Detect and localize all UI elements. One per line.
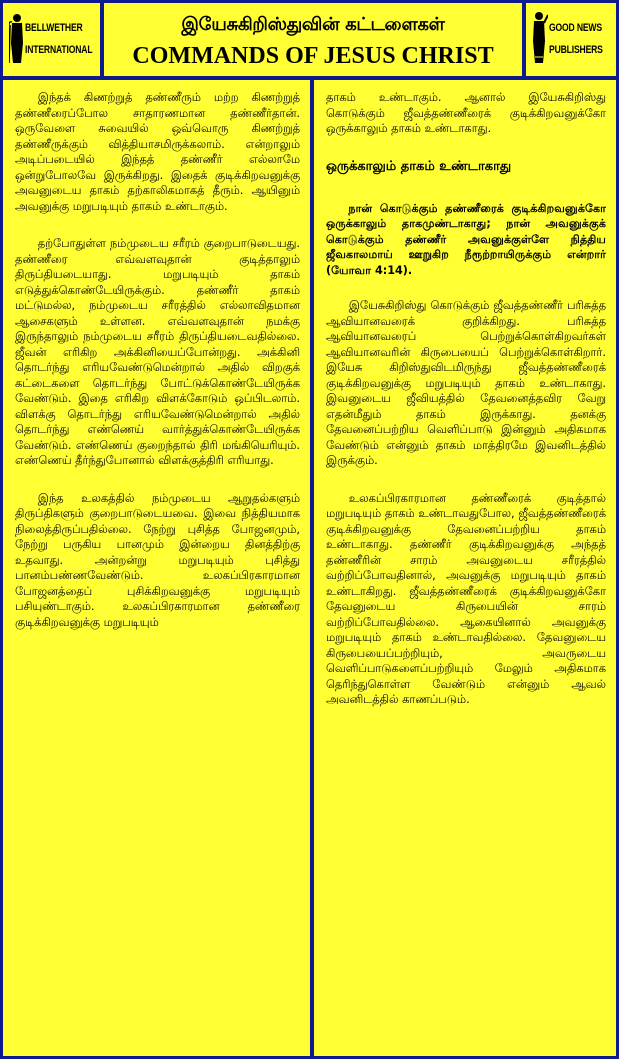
left-paragraph-1: இந்தக் கிணற்றுத் தண்ணீரும் மற்ற கிணற்றுத் தண்ணீரைப்போல சாதாரணமான தண்ணீர்தான். ஒருவேளை சுவையில் ஒவ்வொரு கிணற்றுத் தண்ணீருக்கும் வித்தியாசமிருக்கலாம். என்றாலும் அடிப்படையில் இந்தத் தண்ணீர் எல்லாமே ஒன்றுபோலவே இருக்கிறது. இதைக் குடிக்கிறவனுக்கு அவனுடைய தாகம் தற்காலிகமாகத் தீரும். ஆயினும் அவனுக்கு மறுபடியும் தாகம் உண்டாகும். bbox=[15, 90, 300, 213]
bellwether-logo bbox=[3, 3, 100, 76]
right-logo-line2: PUBLISHERS bbox=[549, 44, 603, 56]
preacher-silhouette-icon bbox=[530, 11, 548, 65]
left-logo-line2: INTERNATIONAL bbox=[25, 44, 93, 56]
shepherd-silhouette-icon bbox=[9, 13, 25, 65]
right-logo-line1: GOOD NEWS bbox=[549, 22, 602, 34]
page-header bbox=[104, 3, 522, 76]
right-paragraph-2: உலகப்பிரகாரமான தண்ணீரைக் குடித்தால் மறுபடியும் தாகம் உண்டாவதுபோல, ஜீவத்தண்ணீரைக் குடிக்கிறவனுக்கு தேவனைப்பற்றிய தாகம் உண்டாகாது. தண்ணீர் குடிக்கிறவனுக்கு அந்தத் தண்ணீரின் சாரம் அவனுடைய சரீரத்தில் வற்றிப்போவதினால், அவனுக்கு மறுபடியும் தாகம் உண்டாகிறது. ஜீவத்தண்ணீரைக் குடிக்கிறவனுக்கோ தேவனுடைய கிருபையின் சாரம் வற்றிப்போவதில்லை. ஆகையினால் அவனுக்கு மறுபடியும் தாகம் உண்டாவதில்லை. தேவனுடைய கிருபையைப்பற்றியும், அவருடைய வெளிப்பாடுகளைப்பற்றியும் மேலும் அதிகமாக தெரிந்துகொள்ள வேண்டும் என்னும் ஆவல் அவனிடத்தில் காணப்படும். bbox=[326, 490, 606, 706]
title-tamil: இயேசுகிறிஸ்துவின் கட்டளைகள் bbox=[181, 14, 445, 35]
good-news-logo bbox=[526, 3, 616, 76]
right-paragraph-1: இயேசுகிறிஸ்து கொடுக்கும் ஜீவத்தண்ணீர் பரிசுத்த ஆவியானவரைக் குறிக்கிறது. பரிசுத்த ஆவியானவரைப் பெற்றுக்கொள்கிறவர்கள் ஆவியானவரின் கிருபையைப் பெற்றுக்கொள்கிறார். இயேசு கிறிஸ்துவிடமிருந்து ஜீவத்தண்ணீரைக் குடிக்கிறவனுக்கு மறுபடியும் தாகம் உண்டாகாது. இவனுடைய ஜீவியத்தில் தேவனைத்தவிர வேறு எதன்மீதும் தாகம் இருக்காது. தனக்கு தேவனைப்பற்றிய வெளிப்பாடு இன்னும் அதிகமாக வேண்டும் என்னும் தாகம் மாத்திரமே இவனிடத்தில் இருக்கும். bbox=[326, 298, 606, 467]
left-paragraph-3: இந்த உலகத்தில் நம்முடைய ஆறுதல்களும் திருப்திகளும் குறைபாடுடையவை. இவை நித்தியமாக நிலைத்திருப்பதில்லை. நேற்று புசித்த போஜனமும், நேற்று பருகிய பானமும் இன்றைய தினத்திற்கு உதவாது. அன்றன்று மறுபடியும் புசித்து பானம்பண்ணவேண்டும். உலகப்பிரகாரமான போஜனத்தைப் புசிக்கிறவனுக்கு மறுபடியும் பசியுண்டாகும். உலகப்பிரகாரமான தண்ணீரை குடிக்கிறவனுக்கு மறுபடியும் bbox=[15, 490, 300, 629]
title-english: COMMANDS OF JESUS CHRIST bbox=[132, 43, 494, 69]
left-logo-line1: BELLWETHER bbox=[25, 22, 83, 34]
left-paragraph-2: தற்போதுள்ள நம்முடைய சரீரம் குறைபாடுடையது. தண்ணீரை எவ்வளவுதான் குடித்தாலும் திருப்தியடையாது. மறுபடியும் தாகம் எடுத்துக்கொண்டேயிருக்கும். தண்ணீர் தாகம் மட்டுமல்ல, நம்முடைய சரீரத்தில் எல்லாவிதமான ஆசைகளும் உள்ளன. எவ்வளவுதான் நமக்கு இருந்தாலும் நம்முடைய சரீரம் திருப்தியடைவதில்லை. ஜீவன் எரிகிற அக்கினியைப்போன்றது. அக்கினி தொடர்ந்து எரியவேண்டுமென்றால் அதில் விறகுக் கட்டைகளை தொடர்ந்து போட்டுக்கொண்டேயிருக்க வேண்டும். இதை எரிகிற விளக்கோடும் ஒப்பிடலாம். விளக்கு தொடர்ந்து எரியவேண்டுமென்றால் அதில் தொடர்ந்து எண்ணெய் வார்த்துக்கொண்டேயிருக்க வேண்டும். எண்ணெய் குறைந்தால் திரி மங்கியெரியும். எண்ணெய் தீர்ந்துபோனால் விளக்குத்திரி எரியாது. bbox=[15, 236, 300, 467]
scripture-verse: நான் கொடுக்கும் தண்ணீரைக் குடிக்கிறவனுக்கோ ஒருக்காலும் தாகமுண்டாகாது; நான் அவனுக்குக் கொடுக்கும் தண்ணீர் அவனுக்குள்ளே நித்திய ஜீவகாலமாய் ஊறுகிற நீரூற்றாயிருக்கும் என்றார் (யோவா 4:14). bbox=[326, 201, 606, 277]
left-column bbox=[3, 80, 310, 1056]
right-opening-paragraph: தாகம் உண்டாகும். ஆனால் இயேசுகிறிஸ்து கொடுக்கும் ஜீவத்தண்ணீரைக் குடிக்கிறவனுக்கோ ஒருக்காலும் தாகம் உண்டாகாது. bbox=[326, 90, 606, 135]
section-subheading: ஒருக்காலும் தாகம் உண்டாகாது bbox=[326, 158, 512, 174]
right-column bbox=[314, 80, 616, 1056]
